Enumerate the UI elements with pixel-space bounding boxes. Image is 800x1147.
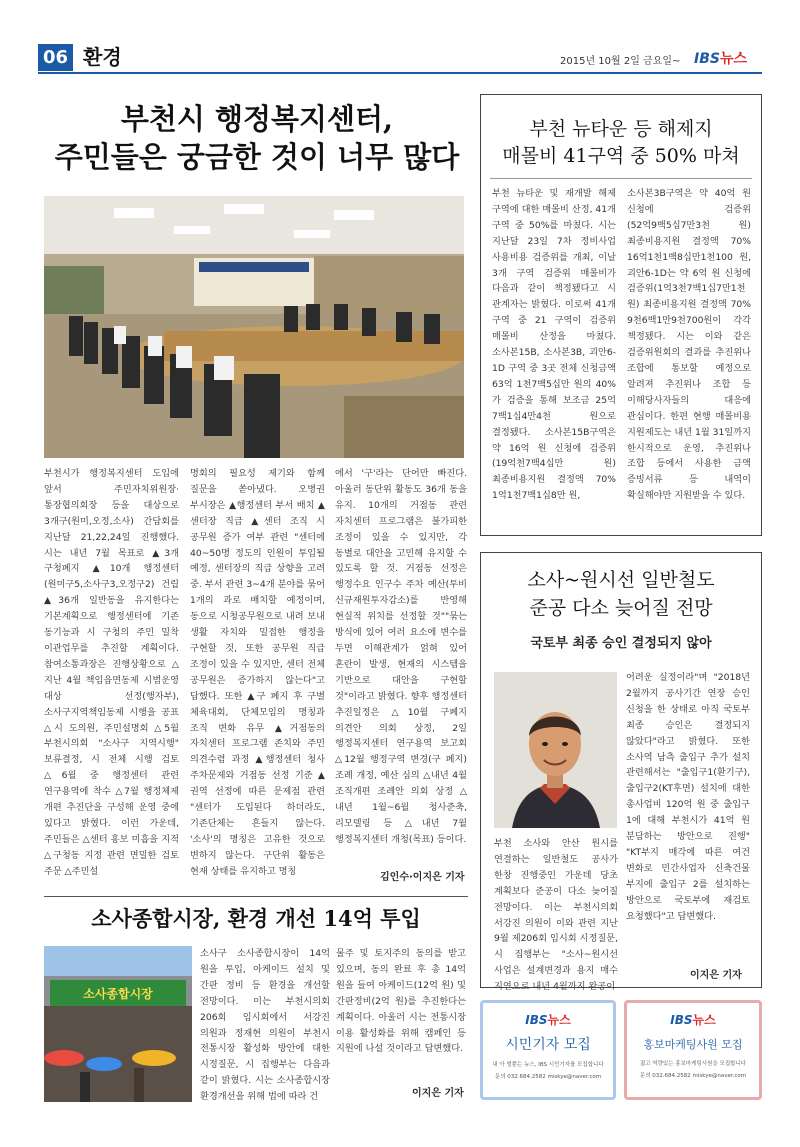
logo-ibs-text: IBS xyxy=(694,51,720,67)
article1-byline: 김인수·이지은 기자 xyxy=(380,872,465,883)
meeting-photo xyxy=(44,196,464,458)
article3-headline: 소사~원시선 일반철도 준공 다소 늦어질 전망 xyxy=(527,569,715,619)
section-title: 환경 xyxy=(83,45,122,69)
article3-column-left: 부천 소사와 안산 원시를 연결하는 일반철도 공사가 한창 진행중인 가운데 당초 계획보다 준공이 다소 늦어질 전망이다. 이는 부천시의회 서강진 의원이 이와 관련 지난 9월 제206회 임시회 시정질문, 시 집행부는 "소사~원시선 사업은 설계변경과 용지 매수 지연으로 내년 4월까지 완공이 xyxy=(494,838,618,993)
portrait-image xyxy=(494,672,617,828)
ad2-logo: IBS뉴스 xyxy=(670,1013,716,1027)
article1-headline: 부천시 행정복지센터, 주민들은 궁금한 것이 너무 많다 xyxy=(54,102,460,174)
article2-headline: 부천 뉴타운 등 해제지 매몰비 41구역 중 50% 마쳐 xyxy=(502,118,740,167)
ad2-contact: 문의 032.684.2582 miskye@naver.com xyxy=(639,1073,747,1079)
article2-column-1: 부천 뉴타운 및 재개발 해제 구역에 대한 매몰비 산정, 41개 구역 중 50%를 마쳤다. 시는 지난달 23일 7차 정비사업 사용비용 검증위를 개최, 이날 3개 구역 검증위 매몰비가 다음과 같이 책정됐다고 시 관계자는 밝혔다. 이로써 41개 구역 중 21 구역이 검증위 매몰비 산정을 마쳤다. 소사본15B, 소사본3B, 괴안6-1D 구역 중 3곳 전체 신청금액 63억 1천7백5십만 원의 40%가 검증을 통해 보조금 25억 7백1십4만4천 원으로 결정됐다. 소사본15B구역은 약 16억 원 신청에 검증위(19억천7백4십만 원) 최종비용지원 결정액 70% 1억1천7백1십8만 원, xyxy=(492,188,616,502)
article2-divider xyxy=(490,178,752,179)
issue-date: 2015년 10월 2일 금요일~ xyxy=(560,56,681,67)
market-entrance-image xyxy=(44,946,192,1102)
article4-top-rule xyxy=(44,896,468,897)
logo-news-text: 뉴스 xyxy=(719,51,748,67)
reporter-portrait xyxy=(494,672,617,828)
article1-column-1: 부천시가 행정복지센터 도입에 앞서 주민자치위원장·통장협의회장 등을 대상으로 3개구(원미,오정,소사) 간담회를 지난달 21,22,24일 진행했다. 시는 내년 7월 목표로 ▲3개 구청폐지 ▲10개 행정센터(원미구5,소사구3,오정구2) 건립 ▲36개 일반동을 유지한다는 기본계획으로 행정센터에 기존 동기능과 시 구청의 주민 밀착 이관업무를 추진할 계획이다. 참여소통과장은 진행상황으로 △지난 4월 책임읍면동제 시범운영 대상 선정(행자부), 소사구지역책임동제 시행을 공표 △시 도의원, 주민설명회 △5월 부천시의회 "소사구 지역시행" 보류결정, 시 전체 시행 검토 △6월 중 행정센터 관련 연구용역에 착수 △7월 행정체제 개편 추진단을 구성해 운영 중에 있다고 밝혔다. 이런 가운데, 주민들은 △센터 홍보 미흡을 지적 △구청동 지정 관련 면밀한 검토 주문 △주민설 xyxy=(44,468,179,877)
article3-byline: 이지은 기자 xyxy=(690,970,742,981)
meeting-room-image xyxy=(44,196,464,458)
ad1-contact: 문의 032.684.2582 miskye@naver.com xyxy=(494,1074,602,1080)
article4-column-1: 소사구 소사종합시장이 14억 원을 투입, 아케이드 설치 및 간판 정비 등 환경을 개선할 전망이다. 이는 부천시의회 206회 임시회에서 서강진 의원과 정재현 의원이 부천시 전통시장 활성화 방안에 대한 시정질문, 시 집행부는 다음과 같이 밝혔다. 시는 소사종합시장 환경개선을 위해 법에 따라 건 xyxy=(200,948,330,1103)
ad2-description: 젊고 역량있는 홍보마케팅사원을 모집합니다 xyxy=(639,1061,747,1067)
article1-column-3: 에서 '구'라는 단어만 빠진다. 아울러 동단위 활동도 36개 동을 유지. 10개의 거점동 관련 자치센터 프로그램은 불가피한 조정이 있을 수 있지만, 각 동별로 대안을 고민해 유지할 수 있도록 할 것. 거점동 선정은 행정수요 인구수 주차 예산(투비 신규재원투자감소)를 반영해 현실적 위치를 선정할 것""묶는 방식에 있어 여러 요소에 변수를 두면 이해관계가 얽혀 있어 혼란이 발생, 현재의 시스템을 기반으로 대안을 구현할 것"이라고 밝혔다. 향후 행정센터 추진일정은 △10월 구폐지 의견안 의회 상정, 2일 행정복지센터 연구용역 보고회 △12월 행정구역 변경(구 폐지) 조례 개정, 예산 심의 △내년 4월 조직개편 조례안 의회 상정 △내년 1월~6월 청사준축, 리모델링 등 △내년 7월 행정복지센터 개청(목표) 등이다. xyxy=(335,468,467,845)
ad1-description: 내 아 벌뿐는 뉴스, IBS 시민기자를 모집합니다 xyxy=(492,1062,604,1068)
ad2-title: 홍보마케팅사원 모집 xyxy=(643,1038,743,1051)
article4-byline: 이지은 기자 xyxy=(412,1088,464,1099)
market-photo xyxy=(44,946,192,1102)
ad-citizen-reporter[interactable] xyxy=(480,1000,616,1100)
header-logo[interactable] xyxy=(694,48,747,68)
article3-column-right: 어려운 실정이라"며 "2018년 2월까지 공사기간 연장 승인 신청을 한 상태로 아직 국토부 최종 승인은 결정되지 않았다"라고 밝혔다. 또한 소사역 남측 출입구 추가 설치 관련해서는 "출입구1(환기구), 출입구2(KT후면) 설치에 대한 총사업비 120억 원 중 출입구 1에 대해 부천시가 41억 원 분담하는 방안으로 진행" "KT부지 매각에 따른 여건 변화로 민간사업자 신축건물 부지에 출입구 2를 설치하는 방안으로 국토부에 재검토 요청했다"고 답변했다. xyxy=(626,672,750,922)
header-divider xyxy=(38,72,762,74)
ad1-title: 시민기자 모집 xyxy=(505,1037,591,1053)
article2-column-2: 소사본3B구역은 약 40억 원 신청에 검증위(52억9백5십7만3천 원) 최종비용지원 결정액 70% 16억1천1백8십만1천100 원, 괴안6-1D는 약 6억 원 신청에 검증위(1억3천7백1십7만1천 원) 최종비용지원 결정액 70% 9천6백1만9천700원이 각각 책정됐다. 시는 이와 같은 검증위원회의 결과를 추진위나 조합에 통보할 예정으로 알려져 추진위나 조합 등 이해당사자들의 대응에 관심이다. 한편 현행 매몰비용 지원제도는 내년 1월 31일까지 한시적으로 운영, 추진위나 조합 등에서 사용한 금액 증빙서류 등 내역이 확실해야만 지원받을 수 있다. xyxy=(627,188,751,502)
ad-marketing-staff[interactable] xyxy=(624,1000,762,1100)
article1-column-2: 명회의 필요성 제기와 함께 질문을 쏟아냈다. 오병권 부시장은 ▲행정센터 부서 배치 ▲센터장 직급 ▲센터 조직 시 공무원 증가 여부 관련 "센터에 40~50명 정도의 인원이 투입될 예정, 센터장의 직급 상향을 고려 중. 부서 관련 3~4개 분야를 묶어 1개의 과로 배치할 예정이며, 동으로 시청공무원으로 내려 보내 생활 자치와 밀접한 행정을 구현할 것, 또한 공무원 직급 조정이 있을 수 있지만, 센터 전체 공무원은 증가하지 않는다"고 답했다. 또한 ▲구 폐지 후 구별 체육대회, 단체모임의 명칭과 조직 변화 유무 ▲거점동의 자치센터 프로그램 존치와 주민 의견수렴 과정 ▲행정센터 청사 주차문제와 거점동 선정 기준 ▲권역 선정에 따른 문제점 관련 "센터가 도입된다 하더라도, 기존단체는 흔들지 않는다. '소사'의 명칭은 고유한 것으로 변하지 않는다. 구단위 활동은 현재 상태를 유지하고 명칭 xyxy=(190,468,325,877)
market-sign-text: 소사종합시장 xyxy=(83,987,153,1001)
article4-column-2: 물주 및 토지주의 동의를 받고 있으며, 동의 완료 후 총 14억 원을 들여 아케이드(12억 원) 및 간판정비(2억 원)를 추진한다는 계획이다. 아울러 시는 전통시장 이용 활성화를 위해 캠페인 등 지원에 나설 것이라고 답변했다. xyxy=(336,948,466,1055)
page-number: 06 xyxy=(38,44,73,71)
article4-headline: 소사종합시장, 환경 개선 14억 투입 xyxy=(91,906,421,931)
ad1-logo: IBS뉴스 xyxy=(525,1013,571,1027)
article3-subhead: 국토부 최종 승인 결정되지 않아 xyxy=(530,636,712,651)
